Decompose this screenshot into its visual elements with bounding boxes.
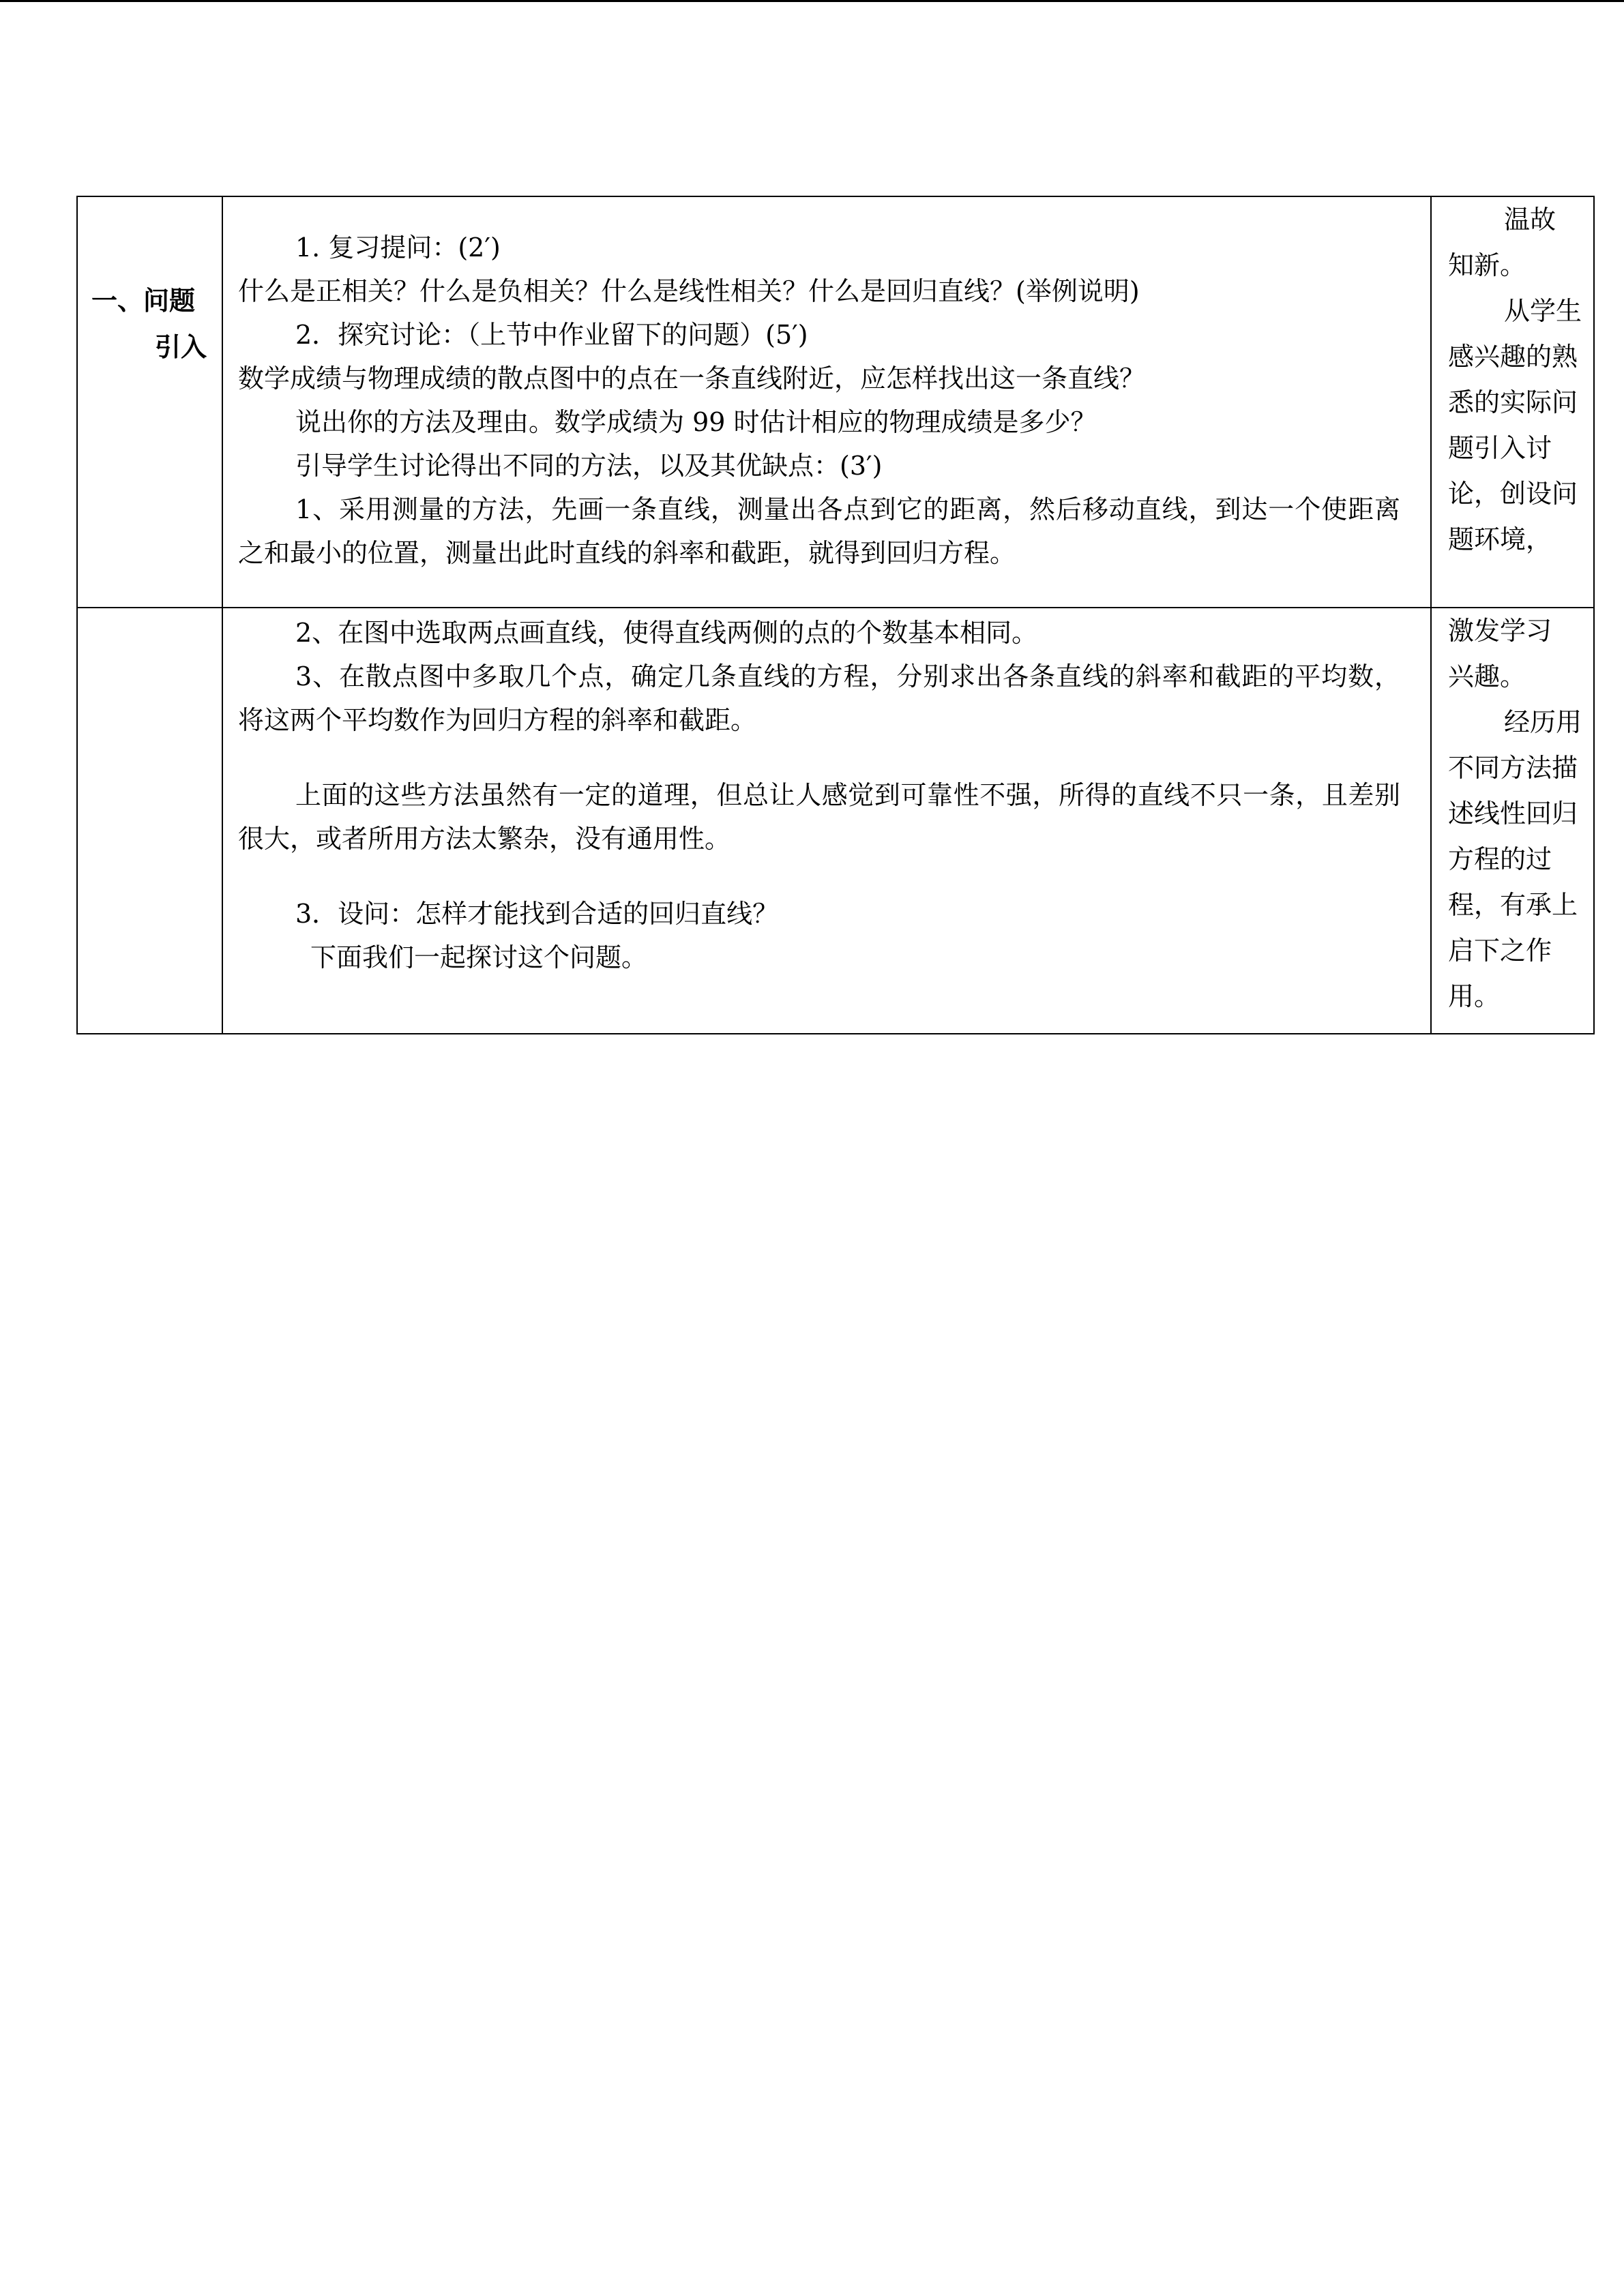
side-note-line: 温故	[1504, 205, 1556, 235]
side-note-line: 兴趣。	[1448, 661, 1526, 691]
lesson-plan-table	[76, 196, 1595, 1034]
side-note-line: 题引入讨	[1448, 433, 1552, 463]
section-title-line-2: 引入	[154, 332, 207, 362]
review-question-heading: 1. 复习提问：(2′)	[295, 233, 501, 263]
content-cell	[222, 196, 1431, 608]
content-block	[223, 197, 1430, 575]
discussion-text: 数学成绩与物理成绩的散点图中的点在一条直线附近，应怎样找出这一条直线？	[238, 363, 1146, 393]
review-question-text: 什么是正相关？什么是负相关？什么是线性相关？什么是回归直线？(举例说明)	[238, 276, 1140, 306]
method-prompt: 说出你的方法及理由。数学成绩为 99 时估计相应的物理成绩是多少？	[295, 407, 1097, 437]
side-note-line: 激发学习	[1448, 616, 1552, 646]
method-guidance: 引导学生讨论得出不同的方法，以及其优缺点：(3′)	[295, 451, 883, 481]
section-cell-empty	[77, 608, 222, 1034]
side-note-line: 启下之作	[1448, 936, 1552, 966]
method-two: 2、在图中选取两点画直线，使得直线两侧的点的个数基本相同。	[295, 618, 1038, 648]
methods-evaluation: 上面的这些方法虽然有一定的道理，但总让人感觉到可靠性不强，所得的直线不只一条，且差别很大，或者所用方法太繁杂，没有通用性。	[238, 780, 1400, 854]
table-row	[77, 196, 1594, 608]
method-one: 1、采用测量的方法，先画一条直线，测量出各点到它的距离，然后移动直线，到达一个使距离之和最小的位置，测量出此时直线的斜率和截距，就得到回归方程。	[238, 494, 1400, 568]
side-note	[1432, 197, 1593, 563]
section-title	[78, 197, 222, 370]
side-note-line: 感兴趣的熟	[1448, 342, 1578, 372]
side-note-line: 知新。	[1448, 250, 1526, 280]
side-note-line: 方程的过	[1448, 844, 1552, 874]
content-cell	[222, 608, 1431, 1034]
side-note-line: 论，创设问	[1448, 479, 1578, 509]
side-note-line: 从学生	[1504, 296, 1582, 326]
content-block	[223, 608, 1430, 979]
method-three: 3、在散点图中多取几个点，确定几条直线的方程，分别求出各条直线的斜率和截距的平均数，将这两个平均数作为回归方程的斜率和截距。	[238, 661, 1400, 735]
side-note-line: 经历用	[1504, 707, 1582, 737]
note-cell	[1431, 196, 1594, 608]
discussion-heading: 2．探究讨论：（上节中作业留下的问题）(5′)	[295, 320, 808, 350]
table-row	[77, 608, 1594, 1034]
side-note-line: 不同方法描	[1448, 753, 1578, 783]
question-prompt: 3．设问：怎样才能找到合适的回归直线？	[295, 899, 779, 929]
side-note	[1432, 608, 1593, 1019]
page-top-border	[0, 0, 1624, 2]
side-note-line: 题环境，	[1448, 524, 1552, 554]
side-note-line: 用。	[1448, 981, 1501, 1011]
closing-text: 下面我们一起探讨这个问题。	[310, 942, 648, 972]
section-cell	[77, 196, 222, 608]
side-note-line: 程，有承上	[1448, 890, 1578, 920]
section-title-line-1: 一、问题	[91, 286, 196, 316]
side-note-line: 述线性回归	[1448, 799, 1578, 829]
note-cell	[1431, 608, 1594, 1034]
side-note-line: 悉的实际问	[1448, 387, 1578, 417]
